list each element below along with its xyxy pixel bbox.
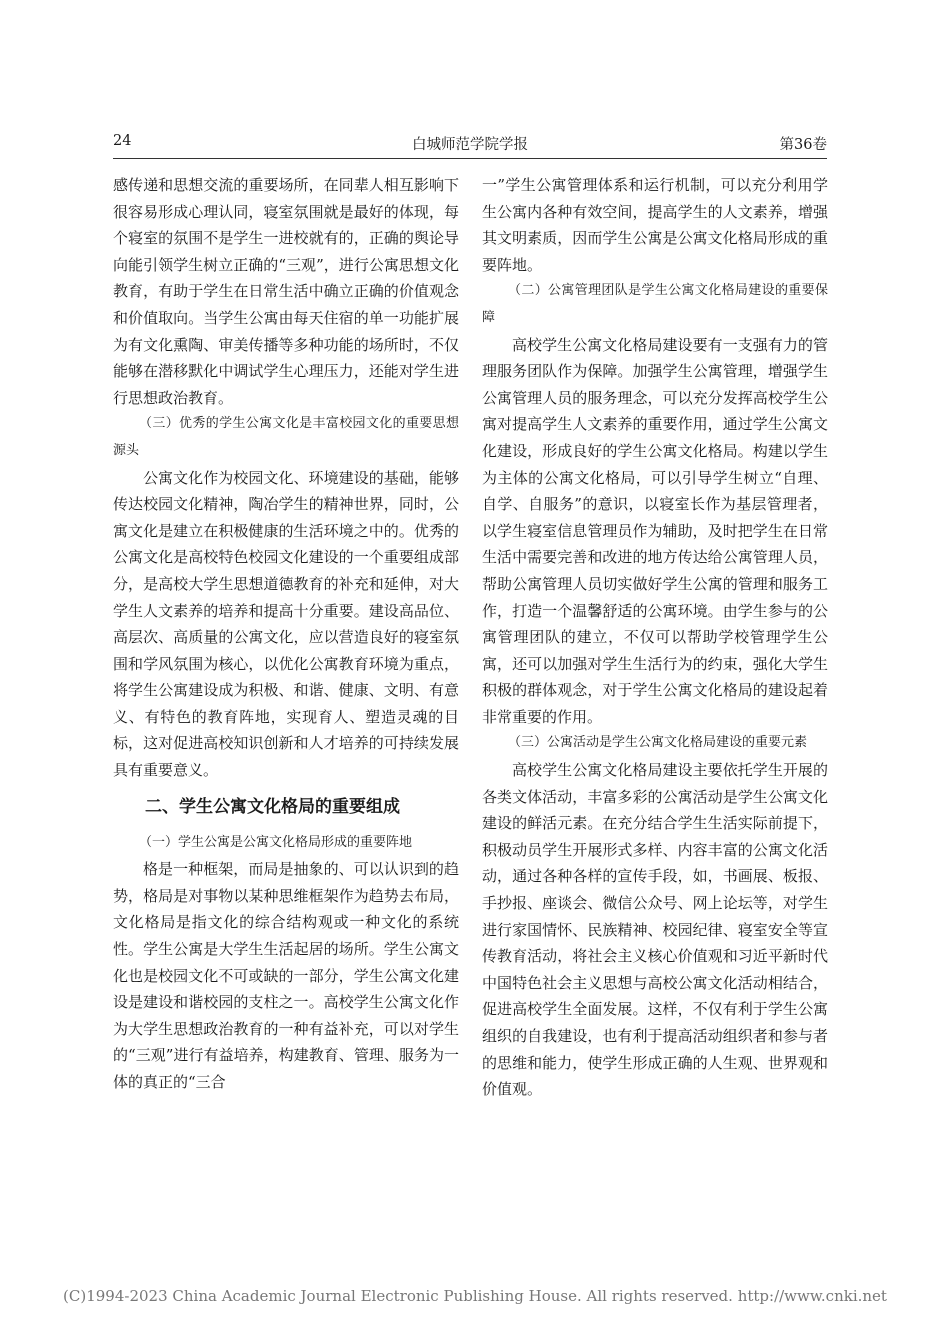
page-header [113, 133, 827, 155]
journal-title: 白城师范学院学报 [412, 137, 528, 153]
paragraph: 高校学生公寓文化格局建设要有一支强有力的管理服务团队作为保障。加强学生公寓管理，增强学生公寓管理人员的服务理念，可以充分发挥高校学生公寓对提高学生人文素养的重要作用，通过学生公寓文化建设，形成良好的学生公寓文化格局。构建以学生为主体的公寓文化格局，可以引导学生树立“自理、自学、自服务”的意识，以寝室长作为基层管理者，以学生寝室信息管理员作为辅助，及时把学生在日常生活中需要完善和改进的地方传达给公寓管理人员，帮助公寓管理人员切实做好学生公寓的管理和服务工作，打造一个温馨舒适的公寓环境。由学生参与的公寓管理团队的建立，不仅可以帮助学校管理学生公寓，还可以加强对学生生活行为的约束，强化大学生积极的群体观念，对于学生公寓文化格局的建设起着非常重要的作用。 [482, 335, 828, 726]
subsection-heading: （三）优秀的学生公寓文化是丰富校园文化的重要思想源头 [113, 416, 459, 458]
copyright-footer: (C)1994-2023 China Academic Journal Electronic Publishing House. All rights reserved. http://www.cnki.net [63, 1287, 887, 1305]
right-column [482, 172, 828, 1103]
volume-label: 第36卷 [779, 137, 827, 153]
subsection-heading: （一）学生公寓是公寓文化格局形成的重要阵地 [139, 834, 413, 850]
paragraph: 感传递和思想交流的重要场所，在同辈人相互影响下很容易形成心理认同，寝室氛围就是最好的体现，每个寝室的氛围不是学生一进校就有的，正确的舆论导向能引领学生树立正确的“三观”，进行公寓思想文化教育，有助于学生在日常生活中确立正确的价值观念和价值取向。当学生公寓由每天住宿的单一功能扩展为有文化熏陶、审美传播等多种功能的场所时，不仅能够在潜移默化中调试学生心理压力，还能对学生进行思想政治教育。 [113, 176, 459, 407]
paragraph: 格是一种框架，而局是抽象的、可以认识到的趋势，格局是对事物以某种思维框架作为趋势去布局，文化格局是指文化的综合结构观或一种文化的系统性。学生公寓是大学生生活起居的场所。学生公寓文化也是校园文化不可或缺的一部分，学生公寓文化建设是建设和谐校园的支柱之一。高校学生公寓文化作为大学生思想政治教育的一种有益补充，可以对学生的“三观”进行有益培养，构建教育、管理、服务为一体的真正的“三合 [113, 860, 459, 1091]
page-number: 24 [113, 133, 132, 149]
subsection-heading: （三）公寓活动是学生公寓文化格局建设的重要元素 [508, 735, 808, 751]
paragraph: 高校学生公寓文化格局建设主要依托学生开展的各类文体活动，丰富多彩的公寓活动是学生公寓文化建设的鲜活元素。在充分结合学生生活实际前提下，积极动员学生开展形式多样、内容丰富的公寓文化活动，通过各种各样的宣传手段，如，书画展、板报、手抄报、座谈会、微信公众号、网上论坛等，对学生进行家国情怀、民族精神、校园纪律、寝室安全等宣传教育活动，将社会主义核心价值观和习近平新时代中国特色社会主义思想与高校公寓文化活动相结合，促进高校学生全面发展。这样，不仅有利于学生公寓组织的自我建设，也有利于提高活动组织者和参与者的思维和能力，使学生形成正确的人生观、世界观和价值观。 [482, 761, 828, 1099]
section-heading: 二、学生公寓文化格局的重要组成 [145, 796, 400, 817]
left-column [113, 172, 459, 1096]
subsection-heading: （二）公寓管理团队是学生公寓文化格局建设的重要保障 [482, 283, 828, 325]
header-rule [113, 158, 827, 159]
paragraph: 公寓文化作为校园文化、环境建设的基础，能够传达校园文化精神，陶冶学生的精神世界，同时，公寓文化是建立在积极健康的生活环境之中的。优秀的公寓文化是高校特色校园文化建设的一个重要组成部分，是高校大学生思想道德教育的补充和延伸，对大学生人文素养的培养和提高十分重要。建设高品位、高层次、高质量的公寓文化，应以营造良好的寝室氛围和学风氛围为核心，以优化公寓教育环境为重点，将学生公寓建设成为积极、和谐、健康、文明、有意义、有特色的教育阵地，实现育人、塑造灵魂的目标，这对促进高校知识创新和人才培养的可持续发展具有重要意义。 [113, 468, 459, 780]
paragraph: 一”学生公寓管理体系和运行机制，可以充分利用学生公寓内各种有效空间，提高学生的人文素养，增强其文明素质，因而学生公寓是公寓文化格局形成的重要阵地。 [482, 176, 828, 274]
